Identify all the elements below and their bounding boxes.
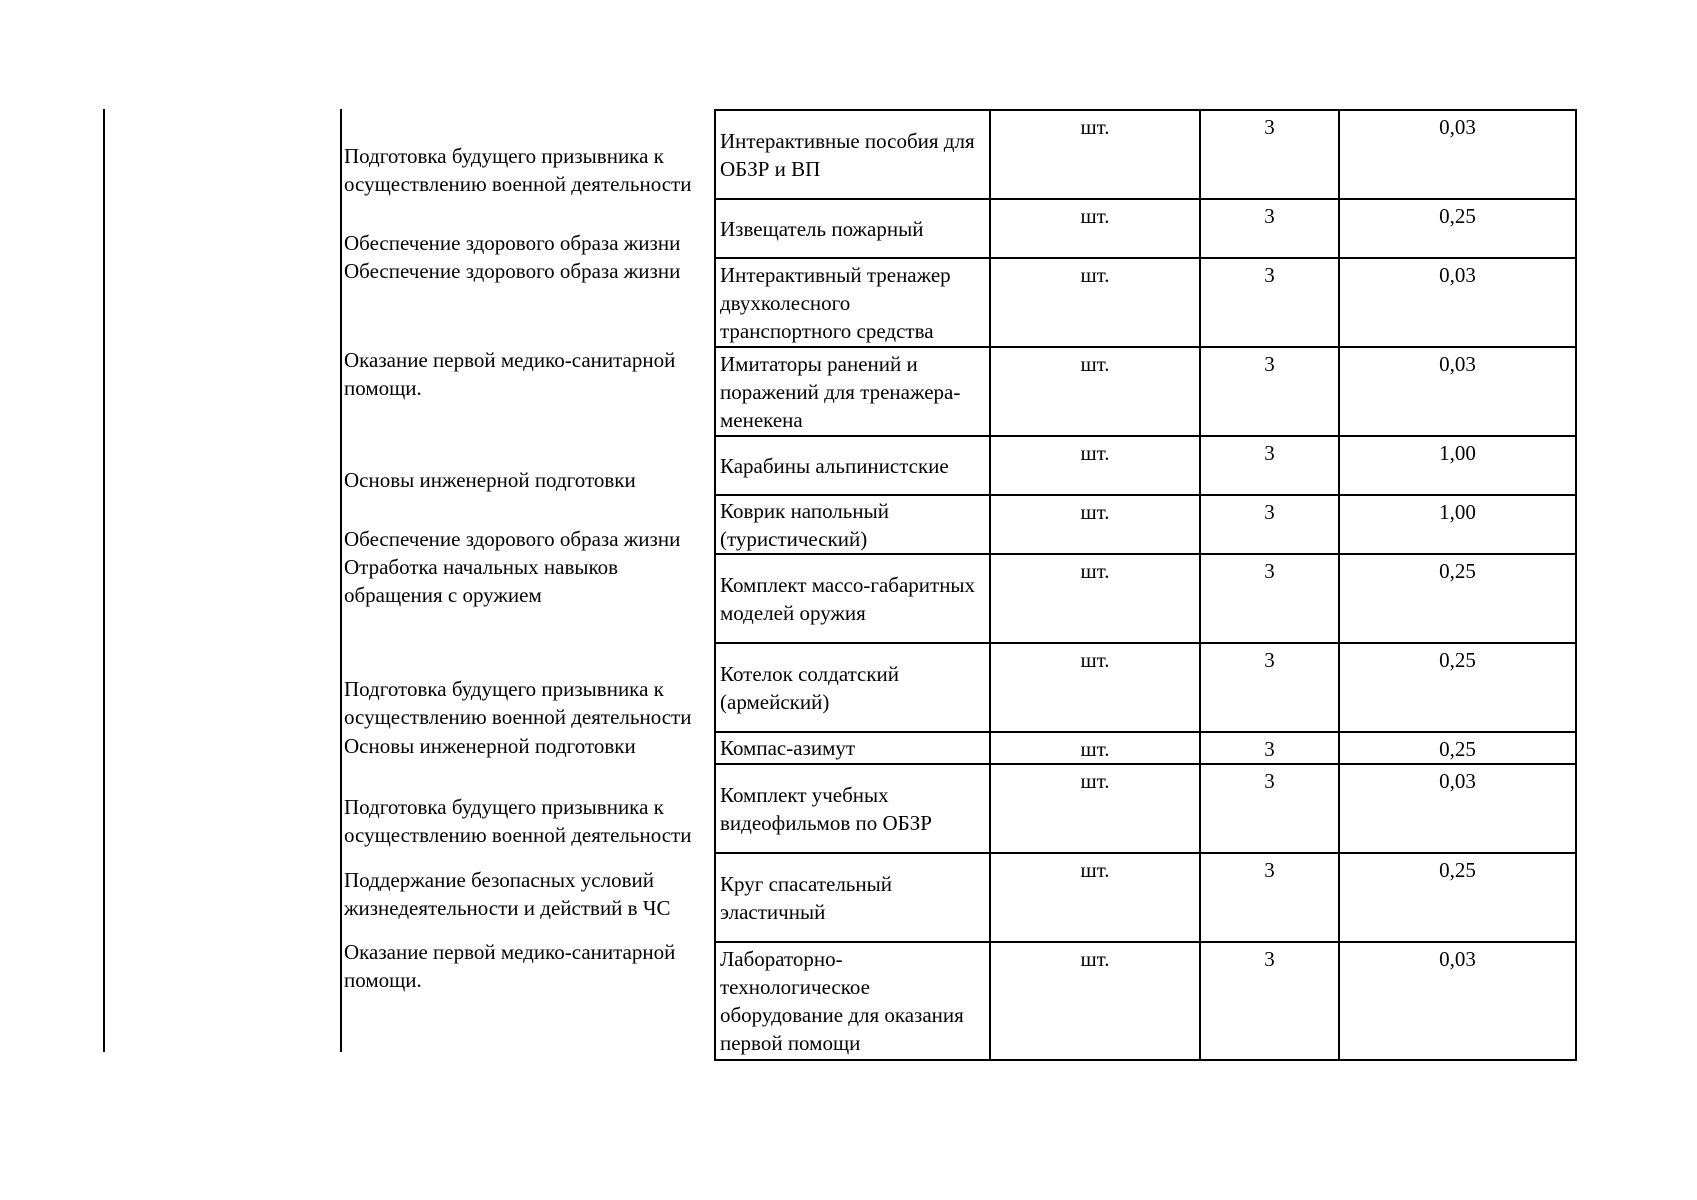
unit-cell: шт. [990,347,1200,436]
quantity-cell: 3 [1200,554,1339,643]
unit-cell: шт. [990,258,1200,347]
table-row [715,764,1576,853]
table-row [715,436,1576,495]
section-cell [342,435,714,494]
section-cell [342,938,714,1056]
table-row [715,347,1576,436]
unit-cell: шт. [990,764,1200,853]
quantity-cell: 3 [1200,495,1339,554]
item-name: Лабораторно-технологическое оборудование для оказания первой помощи [715,942,990,1060]
section-cell [342,642,714,731]
section-cell [342,760,714,849]
table-row [715,495,1576,554]
unit-cell: шт. [990,199,1200,258]
section-text: Отработка начальных навыков обращения с оружием [344,555,619,607]
coefficient-cell: 0,03 [1339,110,1576,199]
section-text: Основы инженерной подготовки [344,468,636,492]
unit-cell: шт. [990,732,1200,764]
table-row [715,110,1576,199]
item-name: Интерактивный тренажер двухколесного транспортного средства [715,258,990,347]
quantity-cell: 3 [1200,258,1339,347]
item-name: Комплект учебных видеофильмов по ОБЗР [715,764,990,853]
item-name: Извещатель пожарный [715,199,990,258]
quantity-cell: 3 [1200,199,1339,258]
table-row [715,942,1576,1060]
coefficient-cell: 0,03 [1339,942,1576,1060]
coefficient-cell: 0,03 [1339,764,1576,853]
section-cell [342,109,714,198]
section-text: Подготовка будущего призывника к осуществлению военной деятельности [344,677,692,729]
section-text: Обеспечение здорового образа жизни [344,259,681,283]
item-name: Котелок солдатский (армейский) [715,643,990,732]
section-cell [342,849,714,938]
table-row [715,643,1576,732]
table-row [715,732,1576,764]
section-cell [342,346,714,435]
section-column [342,109,714,1056]
quantity-cell: 3 [1200,942,1339,1060]
section-cell [342,257,714,346]
table-row [715,853,1576,942]
coefficient-cell: 0,03 [1339,258,1576,347]
section-text: Поддержание безопасных условий жизнедеятельности и действий в ЧС [344,867,671,920]
unit-cell: шт. [990,436,1200,495]
section-text: Подготовка будущего призывника к осуществлению военной деятельности [344,795,692,847]
item-name: Коврик напольный (туристический) [715,495,990,554]
coefficient-cell: 0,25 [1339,643,1576,732]
unit-cell: шт. [990,495,1200,554]
section-text: Обеспечение здорового образа жизни [344,231,681,255]
unit-cell: шт. [990,110,1200,199]
equipment-table [714,109,1577,1061]
unit-cell: шт. [990,643,1200,732]
coefficient-cell: 0,25 [1339,732,1576,764]
section-cell [342,198,714,257]
coefficient-cell: 1,00 [1339,436,1576,495]
section-text: Оказание первой медико-санитарной помощи. [344,940,676,992]
section-text: Подготовка будущего призывника к осуществлению военной деятельности [344,144,692,196]
unit-cell: шт. [990,554,1200,643]
quantity-cell: 3 [1200,347,1339,436]
item-name: Карабины альпинистские [715,436,990,495]
coefficient-cell: 1,00 [1339,495,1576,554]
section-cell [342,731,714,760]
coefficient-cell: 0,25 [1339,554,1576,643]
section-cell [342,553,714,642]
unit-cell: шт. [990,853,1200,942]
section-text: Оказание первой медико-санитарной помощи. [344,348,676,400]
left-margin-rule [103,109,105,1052]
section-text: Обеспечение здорового образа жизни [344,527,681,551]
item-name: Комплект массо-габаритных моделей оружия [715,554,990,643]
coefficient-cell: 0,25 [1339,199,1576,258]
item-name: Имитаторы ранений и поражений для тренажера-менекена [715,347,990,436]
unit-cell: шт. [990,942,1200,1060]
coefficient-cell: 0,03 [1339,347,1576,436]
quantity-cell: 3 [1200,643,1339,732]
quantity-cell: 3 [1200,110,1339,199]
item-name: Интерактивные пособия для ОБЗР и ВП [715,110,990,199]
quantity-cell: 3 [1200,764,1339,853]
table-row [715,258,1576,347]
coefficient-cell: 0,25 [1339,853,1576,942]
section-cell [342,494,714,553]
item-name: Круг спасательный эластичный [715,853,990,942]
table-row [715,554,1576,643]
quantity-cell: 3 [1200,436,1339,495]
quantity-cell: 3 [1200,732,1339,764]
item-name: Компас-азимут [715,732,990,764]
quantity-cell: 3 [1200,853,1339,942]
table-row [715,199,1576,258]
section-text: Основы инженерной подготовки [344,733,636,758]
